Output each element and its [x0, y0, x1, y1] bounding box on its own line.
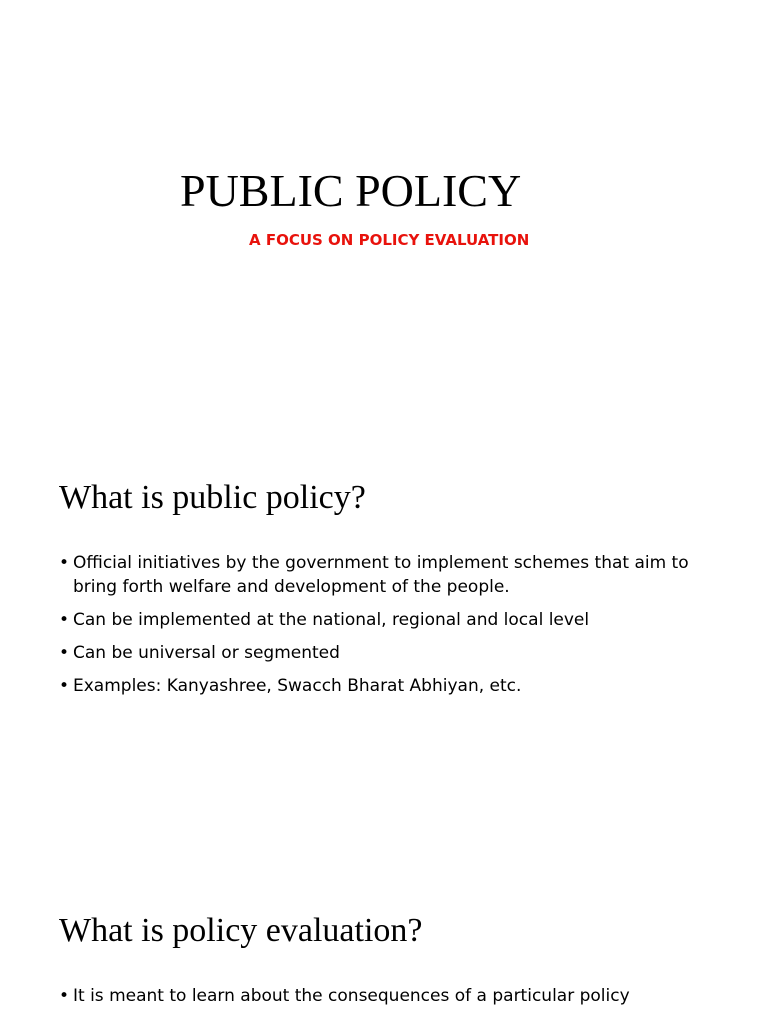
bullet-list-policy-evaluation	[59, 984, 729, 1017]
section-heading-public-policy: What is public policy?	[59, 479, 366, 516]
bullet-list-public-policy	[59, 551, 729, 707]
list-item-text: Official initiatives by the government to implement schemes that aim to bring forth welfare and development of the people.	[73, 553, 689, 597]
page-subtitle: A FOCUS ON POLICY EVALUATION	[249, 231, 530, 249]
list-item-text: It is meant to learn about the consequences of a particular policy	[73, 986, 630, 1006]
list-item-text: Examples: Kanyashree, Swacch Bharat Abhiyan, etc.	[73, 676, 522, 696]
section-heading-policy-evaluation: What is policy evaluation?	[59, 912, 423, 949]
list-item	[59, 551, 729, 599]
page-title: PUBLIC POLICY	[180, 165, 522, 216]
list-item-text: Can be implemented at the national, regional and local level	[73, 610, 590, 630]
list-item-text: Can be universal or segmented	[73, 643, 340, 663]
bullet-icon: •	[59, 610, 70, 630]
bullet-icon: •	[59, 553, 70, 573]
list-item	[59, 674, 729, 698]
list-item	[59, 984, 729, 1008]
bullet-icon: •	[59, 643, 70, 663]
list-item	[59, 641, 729, 665]
bullet-icon: •	[59, 676, 70, 696]
bullet-icon: •	[59, 986, 70, 1006]
list-item	[59, 608, 729, 632]
